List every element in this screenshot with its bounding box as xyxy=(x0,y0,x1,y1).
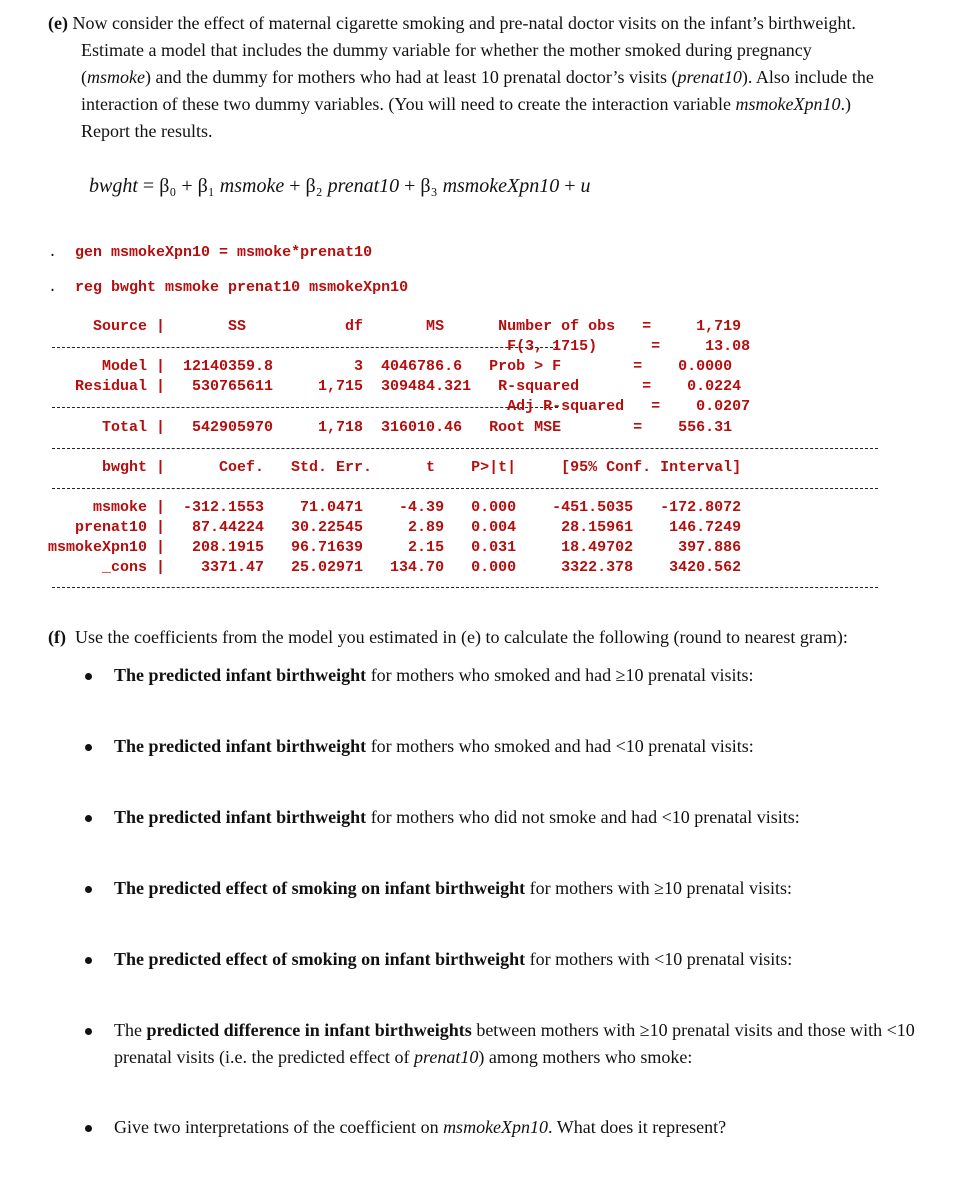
stata-command-gen: . gen msmokeXpn10 = msmoke*prenat10 xyxy=(48,244,373,261)
anova-rule-1 xyxy=(52,347,558,348)
part-e-line4: interaction of these two dummy variables. (You will need to create the interaction variable msmokeXpn10.) xyxy=(81,94,851,114)
part-e-line3: (msmoke) and the dummy for mothers who had at least 10 prenatal doctor’s visits (prenat10). Also include the xyxy=(81,67,874,87)
part-f-heading: (f) Use the coefficients from the model you estimated in (e) to calculate the following (round to nearest gram): xyxy=(48,627,848,647)
bullet-dot xyxy=(85,1028,92,1035)
coef-rule-top xyxy=(52,448,878,449)
anova-residual-row: Residual | 530765611 1,715 309484.321 R-squared = 0.0224 xyxy=(48,378,742,395)
anova-header: Source | SS df MS Number of obs = 1,719 xyxy=(48,318,742,335)
anova-adj-r2: Adj R-squared = 0.0207 xyxy=(48,398,751,415)
bullet-dot xyxy=(85,886,92,893)
regression-equation: bwght = β₀ + β₁ msmoke + β₂ prenat10 + β₃ msmokeXpn10 + u xyxy=(89,175,591,197)
bullet-dot xyxy=(85,815,92,822)
part-e-paragraph xyxy=(48,10,953,145)
part-e-line5: Report the results. xyxy=(81,121,213,141)
anova-rule-2 xyxy=(52,407,558,408)
part-e-label: (e) xyxy=(48,13,68,33)
bullet-dot xyxy=(85,673,92,680)
part-e-line1: (e) Now consider the effect of maternal cigarette smoking and pre-natal doctor visits on the infant’s birthweight. xyxy=(48,13,856,33)
coef-row-prenat10: prenat10 | 87.44224 30.22545 2.89 0.004 28.15961 146.7249 xyxy=(48,519,742,536)
anova-total-row: Total | 542905970 1,718 316010.46 Root MSE = 556.31 xyxy=(48,419,733,436)
part-e-line2: Estimate a model that includes the dummy variable for whether the mother smoked during pregnancy xyxy=(81,40,812,60)
bullet-dot xyxy=(85,957,92,964)
coef-row-msmoke: msmoke | -312.1553 71.0471 -4.39 0.000 -451.5035 -172.8072 xyxy=(48,499,742,516)
anova-f-stat: F(3, 1715) = 13.08 xyxy=(48,338,751,355)
stata-command-reg: . reg bwght msmoke prenat10 msmokeXpn10 xyxy=(48,279,409,296)
coef-rule-bottom xyxy=(52,587,878,588)
anova-model-row: Model | 12140359.8 3 4046786.6 Prob > F = 0.0000 xyxy=(48,358,733,375)
bullet-dot xyxy=(85,744,92,751)
coef-row-cons: _cons | 3371.47 25.02971 134.70 0.000 3322.378 3420.562 xyxy=(48,559,742,576)
bullet-dot xyxy=(85,1125,92,1132)
coef-rule-mid xyxy=(52,488,878,489)
coef-header: bwght | Coef. Std. Err. t P>|t| [95% Conf. Interval] xyxy=(48,459,742,476)
coef-row-msmokeXpn10: msmokeXpn10 | 208.1915 96.71639 2.15 0.031 18.49702 397.886 xyxy=(48,539,742,556)
